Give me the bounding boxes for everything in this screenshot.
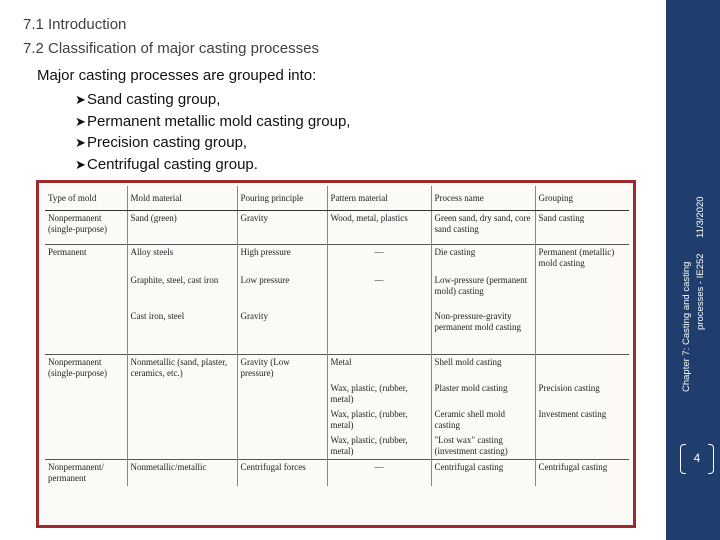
- table-cell: Die casting: [431, 245, 535, 273]
- table-cell: [327, 309, 431, 355]
- table-cell: Centrifugal casting: [431, 460, 535, 487]
- table-cell: Green sand, dry sand, core sand casting: [431, 211, 535, 245]
- table-header-row: [45, 186, 629, 211]
- table-row: [45, 381, 629, 407]
- page-number-badge: [680, 444, 714, 476]
- table-row: [45, 433, 629, 460]
- bullet-item: ➤Centrifugal casting group.: [75, 154, 350, 176]
- table-row: [45, 273, 629, 309]
- table-cell: [237, 433, 327, 460]
- table-cell: Graphite, steel, cast iron: [127, 273, 237, 309]
- table-cell: Gravity: [237, 309, 327, 355]
- table-row: [45, 407, 629, 433]
- table-cell: Shell mold casting: [431, 355, 535, 382]
- table-cell: [535, 309, 629, 355]
- table-cell: High pressure: [237, 245, 327, 273]
- chapter-title-line2: processes - IE252: [695, 253, 706, 330]
- table-cell: Ceramic shell mold casting: [431, 407, 535, 433]
- slide-date: 11/3/2020: [695, 196, 706, 238]
- table-cell: Wax, plastic, (rubber, metal): [327, 381, 431, 407]
- table-row: [45, 211, 629, 245]
- table-cell: Non-pressure-gravity permanent mold casting: [431, 309, 535, 355]
- table-cell: [127, 381, 237, 407]
- table-cell: [45, 407, 127, 433]
- table-cell: Plaster mold casting: [431, 381, 535, 407]
- table-cell: Nonmetallic (sand, plaster, ceramics, etc.): [127, 355, 237, 382]
- table-cell: Alloy steels: [127, 245, 237, 273]
- table-cell: Wax, plastic, (rubber, metal): [327, 433, 431, 460]
- bullet-item: ➤Precision casting group,: [75, 132, 350, 154]
- table-cell: —: [327, 245, 431, 273]
- table-cell: Permanent: [45, 245, 127, 273]
- table-cell: Low-pressure (permanent mold) casting: [431, 273, 535, 309]
- table-row: [45, 460, 629, 487]
- table-cell: Wax, plastic, (rubber, metal): [327, 407, 431, 433]
- table-cell: Investment casting: [538, 409, 607, 419]
- table-cell: [535, 433, 629, 460]
- table-cell: Nonpermanent (single-purpose): [45, 355, 127, 382]
- table-cell: [127, 407, 237, 433]
- bullet-list: [75, 89, 350, 175]
- chapter-title-line1: Chapter 7: Casting and casting: [681, 261, 692, 392]
- table-cell: Nonpermanent (single-purpose): [45, 211, 127, 245]
- table-header: Type of mold: [45, 186, 127, 211]
- table-cell: [237, 381, 327, 407]
- table-header: Pouring principle: [237, 186, 327, 211]
- table-header: Pattern material: [327, 186, 431, 211]
- table-cell: Metal: [327, 355, 431, 382]
- table-cell: Low pressure: [237, 273, 327, 309]
- table-cell: [127, 433, 237, 460]
- intro-text: Major casting processes are grouped into:: [37, 67, 317, 84]
- table-cell: Sand casting: [538, 213, 585, 223]
- section-heading-classification: 7.2 Classification of major casting processes: [23, 40, 319, 57]
- table-cell: —: [327, 273, 431, 309]
- table-cell: "Lost wax" casting (investment casting): [431, 433, 535, 460]
- table-cell: [45, 273, 127, 309]
- section-heading-intro: 7.1 Introduction: [23, 16, 127, 33]
- arrow-bullet-icon: ➤: [75, 156, 86, 172]
- page-number: 4: [693, 451, 701, 465]
- table-cell: [237, 407, 327, 433]
- table-cell: Sand (green): [127, 211, 237, 245]
- table-row: [45, 355, 629, 382]
- table-header: Mold material: [127, 186, 237, 211]
- table-cell: [535, 273, 629, 309]
- table-cell: —: [327, 460, 431, 487]
- table-cell: [535, 355, 629, 382]
- table-cell: Gravity (Low pressure): [237, 355, 327, 382]
- table-cell: Gravity: [237, 211, 327, 245]
- table-cell: Nonmetallic/metallic: [127, 460, 237, 487]
- table-cell: [45, 381, 127, 407]
- table-cell: Centrifugal forces: [237, 460, 327, 487]
- bullet-item: ➤Permanent metallic mold casting group,: [75, 111, 350, 133]
- casting-classification-table-image: [36, 180, 636, 528]
- table-row: [45, 309, 629, 355]
- arrow-bullet-icon: ➤: [75, 92, 86, 107]
- table-cell: Precision casting: [538, 383, 600, 393]
- table-cell: [45, 433, 127, 460]
- arrow-bullet-icon: ➤: [75, 113, 86, 129]
- table-row: [45, 245, 629, 273]
- table-header: Process name: [431, 186, 535, 211]
- right-brace-icon: [708, 444, 714, 474]
- table-header: Grouping: [535, 186, 629, 211]
- table-cell: Permanent (metallic) mold casting: [535, 245, 629, 273]
- casting-classification-table: [45, 186, 629, 486]
- arrow-bullet-icon: ➤: [75, 135, 86, 150]
- table-cell: Wood, metal, plastics: [327, 211, 431, 245]
- table-cell: Centrifugal casting: [535, 460, 629, 487]
- table-cell: Nonpermanent/ permanent: [45, 460, 127, 487]
- bullet-item: ➤Sand casting group,: [75, 89, 350, 111]
- table-cell: Cast iron, steel: [127, 309, 237, 355]
- table-cell: [45, 309, 127, 355]
